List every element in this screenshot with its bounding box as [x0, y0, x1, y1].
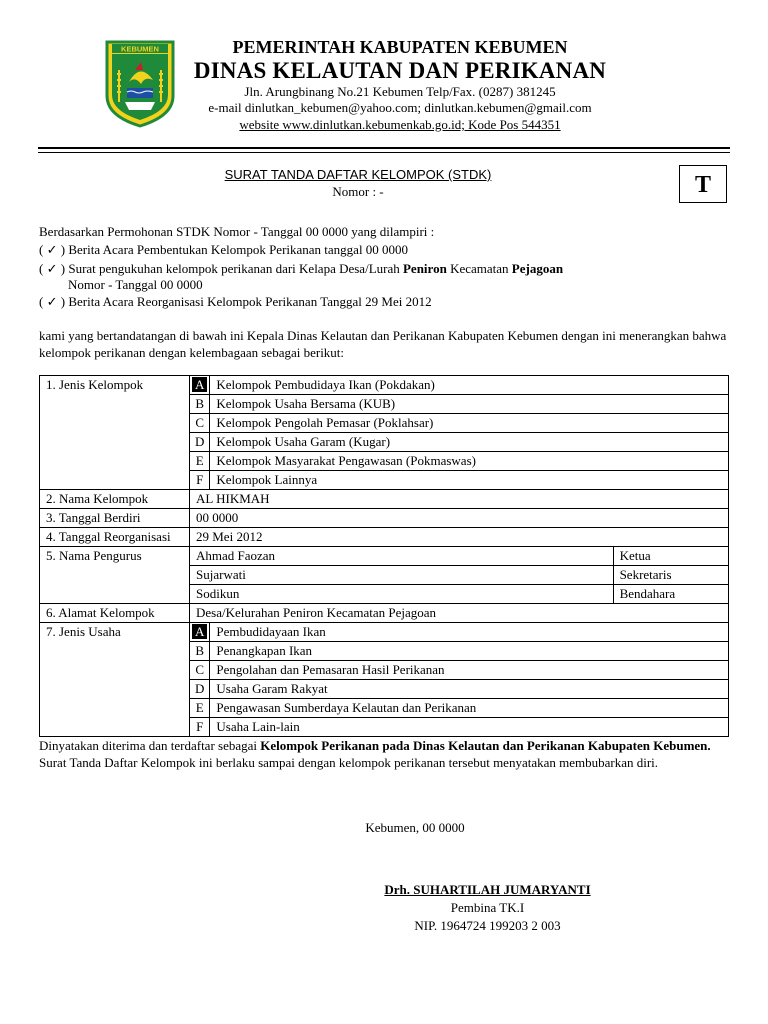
- option-code: A: [190, 623, 210, 642]
- jenis-kelompok-label: 1. Jenis Kelompok: [40, 376, 190, 490]
- alamat-kelompok-value: Desa/Kelurahan Peniron Kecamatan Pejagoan: [190, 604, 729, 623]
- logo-text: KEBUMEN: [121, 44, 159, 54]
- tanggal-reorganisasi-label: 4. Tanggal Reorganisasi: [40, 528, 190, 547]
- option-code: C: [190, 414, 210, 433]
- option-text: Penangkapan Ikan: [210, 642, 729, 661]
- closing-text-b: Kelompok Perikanan pada Dinas Kelautan dan Perikanan Kabupaten Kebumen.: [260, 738, 711, 753]
- table-row: [40, 509, 729, 528]
- option-code: B: [190, 642, 210, 661]
- table-row: [40, 604, 729, 623]
- option-text: Kelompok Usaha Garam (Kugar): [210, 433, 729, 452]
- option-text: Kelompok Lainnya: [210, 471, 729, 490]
- option-text: Kelompok Pembudidaya Ikan (Pokdakan): [210, 376, 729, 395]
- check-icon: ✓: [46, 295, 58, 310]
- nama-kelompok-label: 2. Nama Kelompok: [40, 490, 190, 509]
- header-agency: DINAS KELAUTAN DAN PERIKANAN: [193, 58, 607, 83]
- header-divider: [38, 147, 730, 149]
- check-icon: ✓: [46, 243, 58, 258]
- header-divider-thin: [38, 152, 730, 153]
- checkbox-open: (: [39, 242, 47, 257]
- option-text: Pengolahan dan Pemasaran Hasil Perikanan: [210, 661, 729, 680]
- check-icon: ✓: [46, 262, 58, 277]
- header-address: Jln. Arungbinang No.21 Kebumen Telp/Fax. (0287) 381245: [244, 84, 556, 99]
- village-name: Peniron: [402, 261, 447, 276]
- signatory-name: Drh. SUHARTILAH JUMARYANTI: [384, 882, 591, 897]
- pengurus-role: Sekretaris: [613, 566, 728, 585]
- option-text: Kelompok Masyarakat Pengawasan (Pokmaswas): [210, 452, 729, 471]
- pengurus-name: Ahmad Faozan: [190, 547, 614, 566]
- closing-paragraph: [39, 737, 729, 771]
- option-code: E: [190, 699, 210, 718]
- option-code: F: [190, 718, 210, 737]
- table-row: [40, 490, 729, 509]
- table-row: [40, 376, 729, 395]
- tanggal-berdiri-value: 00 0000: [190, 509, 729, 528]
- intro-line: Berdasarkan Permohonan STDK Nomor - Tanggal 00 0000 yang dilampiri :: [39, 224, 435, 239]
- document-title: SURAT TANDA DAFTAR KELOMPOK (STDK): [224, 167, 492, 182]
- district-name: Pejagoan: [511, 261, 564, 276]
- nama-kelompok-value: AL HIKMAH: [190, 490, 729, 509]
- checkbox-open: (: [39, 261, 47, 276]
- nama-pengurus-label: 5. Nama Pengurus: [40, 547, 190, 604]
- option-code: C: [190, 661, 210, 680]
- table-row: [40, 547, 729, 566]
- document-number: Nomor : -: [332, 184, 384, 199]
- closing-text-c: Surat Tanda Daftar Kelompok ini berlaku sampai dengan kelompok perikanan tersebut menyatakan membubarkan diri.: [39, 755, 659, 770]
- option-text: Usaha Garam Rakyat: [210, 680, 729, 699]
- header-email: e-mail dinlutkan_kebumen@yahoo.com; dinlutkan.kebumen@gmail.com: [208, 100, 592, 115]
- checkbox-close: ): [57, 294, 66, 309]
- option-text: Pembudidayaan Ikan: [210, 623, 729, 642]
- option-text: Kelompok Usaha Bersama (KUB): [210, 395, 729, 414]
- signature-place-date: Kebumen, 00 0000: [365, 820, 465, 835]
- option-text: Usaha Lain-lain: [210, 718, 729, 737]
- kebumen-crest-logo: [105, 40, 175, 128]
- attachment-text-3: Berita Acara Reorganisasi Kelompok Perikanan Tanggal 29 Mei 2012: [68, 294, 432, 309]
- pengurus-name: Sodikun: [190, 585, 614, 604]
- attachment-text-2c: Kecamatan: [446, 261, 512, 276]
- header-government: PEMERINTAH KABUPATEN KEBUMEN: [232, 37, 568, 57]
- alamat-kelompok-label: 6. Alamat Kelompok: [40, 604, 190, 623]
- pengurus-role: Bendahara: [613, 585, 728, 604]
- group-data-table: [39, 375, 729, 737]
- table-row: [40, 623, 729, 642]
- attachment-text-1: Berita Acara Pembentukan Kelompok Perikanan tanggal 00 0000: [68, 242, 409, 257]
- checkbox-open: (: [39, 294, 47, 309]
- option-text: Kelompok Pengolah Pemasar (Poklahsar): [210, 414, 729, 433]
- header-website: website www.dinlutkan.kebumenkab.go.id; Kode Pos 544351: [239, 117, 561, 132]
- intro-paragraph: kami yang bertandatangan di bawah ini Kepala Dinas Kelautan dan Perikanan Kabupaten Kebumen dengan ini menerangkan bahwa kelompok perikanan dengan kelembagaan sebagai berikut:: [39, 328, 727, 360]
- pengurus-role: Ketua: [613, 547, 728, 566]
- closing-text-a: Dinyatakan diterima dan terdaftar sebagai: [39, 738, 261, 753]
- tanggal-berdiri-label: 3. Tanggal Berdiri: [40, 509, 190, 528]
- option-code: D: [190, 433, 210, 452]
- option-code: D: [190, 680, 210, 699]
- attachment-item-3: [39, 293, 729, 311]
- option-code: E: [190, 452, 210, 471]
- option-code: B: [190, 395, 210, 414]
- checkbox-close: ): [57, 242, 66, 257]
- attachment-text-2-cont: Nomor - Tanggal 00 0000: [68, 277, 203, 292]
- attachment-text-2a: Surat pengukuhan kelompok perikanan dari Kelapa Desa/Lurah: [68, 261, 403, 276]
- pengurus-name: Sujarwati: [190, 566, 614, 585]
- checkbox-close: ): [57, 261, 66, 276]
- option-text: Pengawasan Sumberdaya Kelautan dan Perikanan: [210, 699, 729, 718]
- jenis-usaha-label: 7. Jenis Usaha: [40, 623, 190, 737]
- table-row: [40, 528, 729, 547]
- tanggal-reorganisasi-value: 29 Mei 2012: [190, 528, 729, 547]
- signatory-nip: NIP. 1964724 199203 2 003: [414, 918, 561, 933]
- attachment-item-1: [39, 241, 729, 259]
- option-code: F: [190, 471, 210, 490]
- option-code: A: [190, 376, 210, 395]
- signatory-rank: Pembina TK.I: [450, 900, 525, 915]
- category-box: T: [679, 165, 727, 203]
